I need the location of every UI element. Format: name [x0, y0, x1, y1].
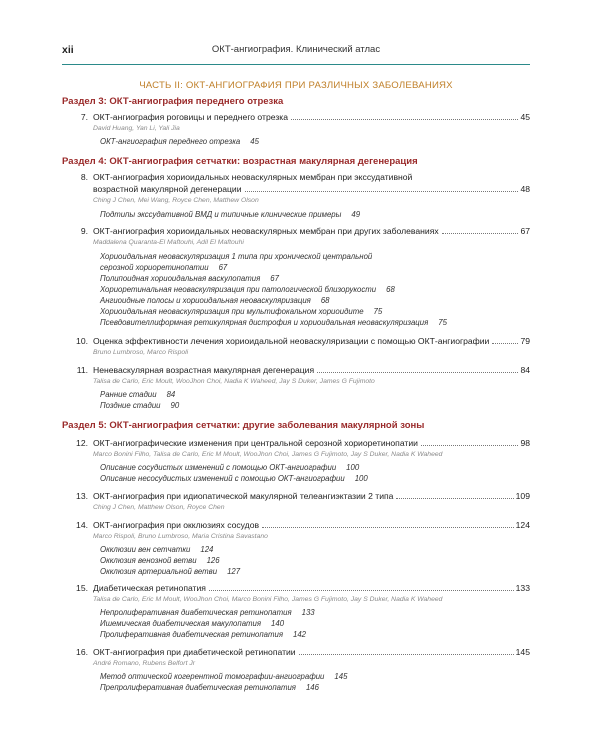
subsection-item[interactable]: Метод оптической когерентной томографии-ангиографии 145 — [100, 672, 348, 681]
dot-leader — [396, 498, 513, 499]
chapter-title: ОКТ-ангиография хориоидальных неоваскулярных мембран при других заболеваниях — [93, 226, 439, 236]
chapter-authors: Marco Rispoli, Bruno Lumbroso, Maria Cristina Savastano — [93, 533, 268, 540]
chapter-title: Оценка эффективности лечения хориоидальной неоваскуляризации с помощью ОКТ-ангиографии — [93, 336, 490, 346]
chapter-title: ОКТ-ангиография роговицы и переднего отрезка — [93, 112, 288, 122]
subsection-item[interactable]: Ишемическая диабетическая макулопатия 140 — [100, 619, 285, 628]
chapter-number: 8. — [80, 172, 88, 182]
header-divider — [62, 64, 530, 65]
chapter-authors: Ching J Chen, Mei Wang, Royce Chen, Matthew Olson — [93, 197, 259, 204]
section-heading-5[interactable]: Раздел 5: ОКТ-ангиография сетчатки: другие заболевания макулярной зоны — [62, 420, 425, 431]
chapter-number: 7. — [80, 112, 88, 122]
page-number: xii — [62, 44, 74, 56]
subsection-item[interactable]: Непролиферативная диабетическая ретинопатия 133 — [100, 608, 315, 617]
chapter-authors: Talisa de Carlo, Eric Moult, WooJhon Choi, Nadia K Waheed, Jay S Duker, James G Fujimoto — [93, 378, 375, 385]
chapter-authors: André Romano, Rubens Belfort Jr — [93, 660, 196, 667]
subsection-item[interactable]: Подтипы экссудативной ВМД и типичные клинические примеры 49 — [100, 210, 361, 219]
chapter-number: 13. — [76, 491, 88, 501]
subsection-item[interactable]: Окклюзии вен сетчатки 124 — [100, 545, 214, 554]
subsection-item[interactable]: Хориоидальная неоваскуляризация 1 типа при хронической центральной — [100, 252, 373, 261]
dot-leader — [245, 191, 519, 192]
chapter-number: 16. — [76, 647, 88, 657]
chapter-page: 84 — [520, 365, 530, 375]
chapter-number: 9. — [80, 226, 88, 236]
chapter-title: ОКТ-ангиография при окклюзиях сосудов — [93, 520, 260, 530]
dot-leader — [262, 527, 514, 528]
running-header — [62, 44, 530, 62]
chapter-page: 45 — [520, 112, 530, 122]
chapter-number: 14. — [76, 520, 88, 530]
subsection-item[interactable]: ОКТ-ангиография переднего отрезка 45 — [100, 137, 259, 146]
subsection-item[interactable]: Хориоидальная неоваскуляризация при мультифокальном хориоидите 75 — [100, 307, 383, 316]
subsection-item[interactable]: Ранние стадии 84 — [100, 390, 176, 399]
dot-leader — [299, 654, 514, 655]
subsection-item[interactable]: Описание сосудистых изменений с помощью ОКТ-ангиографии 100 — [100, 463, 360, 472]
chapter-authors: Maddalena Quaranta-El Maftouhi, Adil El Maftouhi — [93, 239, 244, 246]
chapter-number: 10. — [76, 336, 88, 346]
dot-leader — [317, 372, 518, 373]
dot-leader — [442, 233, 519, 234]
subsection-item[interactable]: Пролиферативная диабетическая ретинопатия 142 — [100, 630, 307, 639]
subsection-item[interactable]: Препролиферативная диабетическая ретинопатия 146 — [100, 683, 319, 692]
chapter-title-cont: возрастной макулярной дегенерации — [93, 183, 242, 194]
subsection-item[interactable]: Окклюзия венозной ветви 126 — [100, 556, 220, 565]
dot-leader — [492, 343, 518, 344]
chapter-title: Диабетическая ретинопатия — [93, 583, 206, 593]
chapter-title: Неневаскулярная возрастная макулярная дегенерация — [93, 365, 315, 375]
chapter-title: ОКТ-ангиография при идиопатической макулярной телеангиэктазии 2 типа — [93, 491, 394, 501]
chapter-authors: Marco Bonini Filho, Talisa de Carlo, Eric M Moult, WooJhon Choi, James G Fujimoto, Jay S Duker, Nadia K Waheed — [93, 451, 443, 458]
chapter-number: 15. — [76, 583, 88, 593]
chapter-page: 67 — [520, 226, 530, 236]
dot-leader — [209, 590, 514, 591]
chapter-page: 124 — [515, 520, 530, 530]
chapter-page: 79 — [520, 336, 530, 346]
chapter-title: ОКТ-ангиография хориоидальных неоваскулярных мембран при экссудативной — [93, 172, 413, 182]
chapter-page: 109 — [515, 491, 530, 501]
chapter-title: ОКТ-ангиографические изменения при центральной серозной хориоретинопатии — [93, 438, 418, 448]
subsection-item[interactable]: Ангиоидные полосы и хориоидальная неоваскуляризация 68 — [100, 296, 330, 305]
chapter-authors: Bruno Lumbroso, Marco Rispoli — [93, 349, 189, 356]
chapter-number: 12. — [76, 438, 88, 448]
subsection-item[interactable]: Псевдовителлиформная ретикулярная дистрофия и хориоидальная неоваскуляризация 75 — [100, 318, 447, 327]
dot-leader — [421, 445, 518, 446]
chapter-authors: Talisa de Carlo, Eric M Moult, WooJhon Choi, Marco Bonini Filho, James G Fujimoto, Jay S Duker, Nadia K Waheed — [93, 596, 443, 603]
chapter-page: 48 — [520, 183, 530, 194]
chapter-page: 145 — [515, 647, 530, 657]
chapter-title: ОКТ-ангиография при диабетической ретинопатии — [93, 647, 296, 657]
dot-leader — [291, 119, 518, 120]
subsection-item[interactable]: Описание несосудистых изменений с помощью ОКТ-ангиографии 100 — [100, 474, 368, 483]
chapter-number: 11. — [76, 365, 88, 375]
subsection-item[interactable]: Поздние стадии 90 — [100, 401, 180, 410]
chapter-page: 133 — [515, 583, 530, 593]
subsection-item[interactable]: Окклюзия артериальной ветви 127 — [100, 567, 241, 576]
subsection-item[interactable]: Полипоидная хориоидальная васкулопатия 67 — [100, 274, 279, 283]
subsection-item[interactable]: серозной хориоретинопатии 67 — [100, 263, 228, 272]
section-heading-3[interactable]: Раздел 3: ОКТ-ангиография переднего отрезка — [62, 96, 284, 107]
book-title: ОКТ-ангиография. Клинический атлас — [211, 44, 381, 55]
part-title: ЧАСТЬ II: ОКТ-АНГИОГРАФИЯ ПРИ РАЗЛИЧНЫХ ЗАБОЛЕВАНИЯХ — [139, 80, 453, 91]
chapter-authors: Ching J Chen, Matthew Olson, Royce Chen — [93, 504, 225, 511]
section-heading-4[interactable]: Раздел 4: ОКТ-ангиография сетчатки: возрастная макулярная дегенерация — [62, 156, 418, 167]
subsection-item[interactable]: Хориоретинальная неоваскуляризация при патологической близорукости 68 — [100, 285, 395, 294]
chapter-page: 98 — [520, 438, 530, 448]
chapter-authors: David Huang, Yan Li, Yali Jia — [93, 125, 180, 132]
